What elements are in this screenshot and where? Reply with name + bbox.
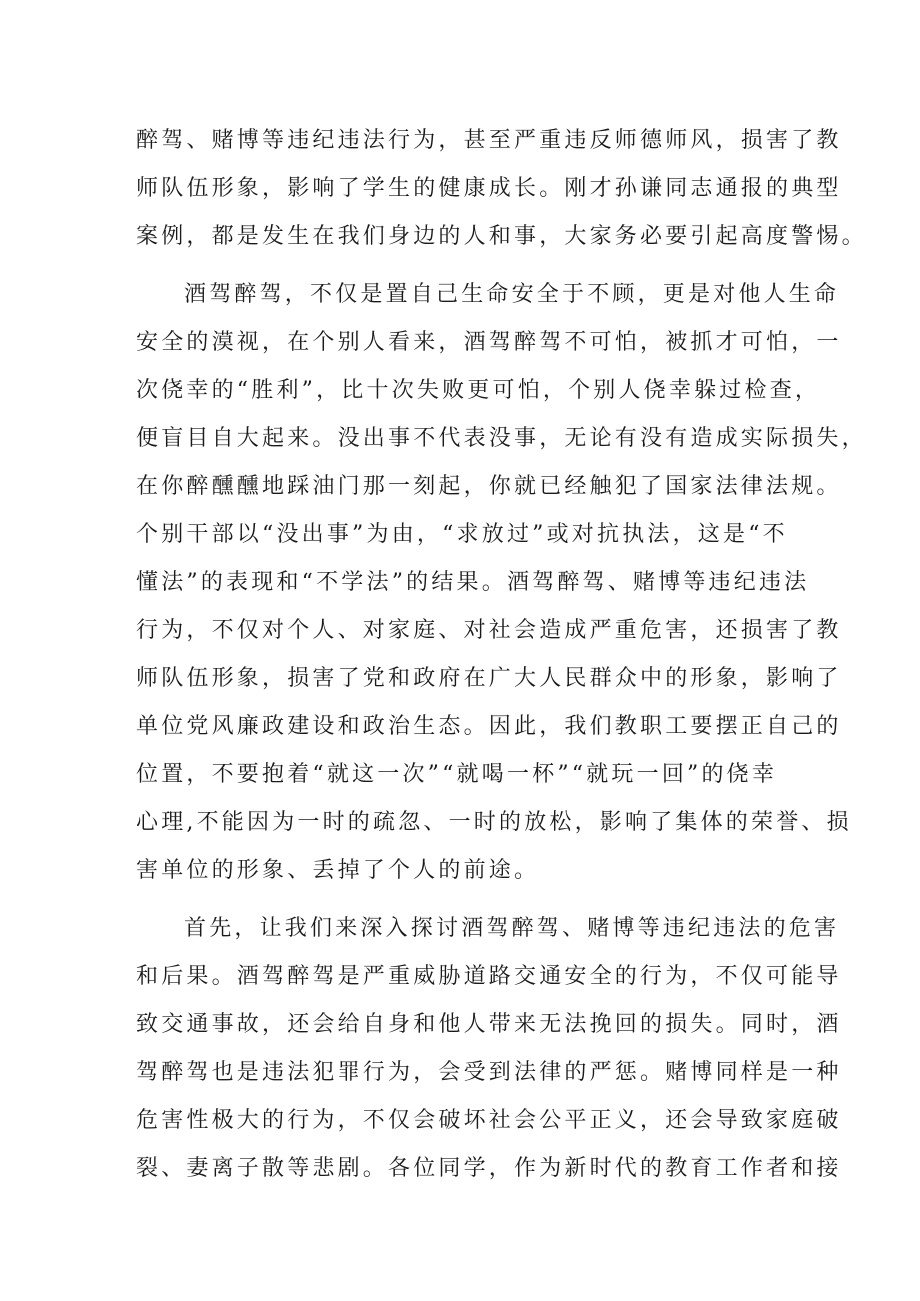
text-line-14: 位置，不要抱着“就这一次”“就喝一杯”“就玩一回”的侥幸 xyxy=(136,762,778,787)
text-line-19: 致交通事故，还会给自身和他人带来无法挽回的损失。同时，酒 xyxy=(136,1012,842,1037)
body-text xyxy=(136,117,867,1193)
text-line-11: 行为，不仅对个人、对家庭、对社会造成严重危害，还损害了教 xyxy=(136,618,842,643)
text-line-8: 在你醉醺醺地踩油门那一刻起，你就已经触犯了国家法律法规。 xyxy=(136,474,842,499)
text-line-9: 个别干部以“没出事”为由，“求放过”或对抗执法，这是“不 xyxy=(136,522,788,547)
text-line-12: 师队伍形象，损害了党和政府在广大人民群众中的形象，影响了 xyxy=(136,666,842,691)
text-line-10: 懂法”的表现和“不学法”的结果。酒驾醉驾、赌博等违纪违法 xyxy=(136,570,810,595)
text-line-7: 便盲目自大起来。没出事不代表没事，无论有没有造成实际损失， xyxy=(136,426,867,451)
text-line-20: 驾醉驾也是违法犯罪行为，会受到法律的严惩。赌博同样是一种 xyxy=(136,1060,842,1085)
text-line-6: 次侥幸的“胜利”，比十次失败更可怕，个别人侥幸躲过检查， xyxy=(136,378,821,403)
text-line-2: 师队伍形象，影响了学生的健康成长。刚才孙谦同志通报的典型 xyxy=(136,176,842,201)
text-line-21: 危害性极大的行为，不仅会破坏社会公平正义，还会导致家庭破 xyxy=(136,1108,842,1133)
text-line-16: 害单位的形象、丢掉了个人的前途。 xyxy=(136,858,540,883)
text-line-18: 和后果。酒驾醉驾是严重威胁道路交通安全的行为，不仅可能导 xyxy=(136,964,842,989)
text-line-22: 裂、妻离子散等悲剧。各位同学，作为新时代的教育工作者和接 xyxy=(136,1156,842,1181)
text-line-3: 案例，都是发生在我们身边的人和事，大家务必要引起高度警惕。 xyxy=(136,224,867,249)
text-line-4: 酒驾醉驾，不仅是置自己生命安全于不顾，更是对他人生命 xyxy=(184,282,840,307)
text-line-17: 首先，让我们来深入探讨酒驾醉驾、赌博等违纪违法的危害 xyxy=(184,916,840,941)
text-line-15: 心理,不能因为一时的疏忽、一时的放松，影响了集体的荣誉、损 xyxy=(136,810,852,835)
text-line-13: 单位党风廉政建设和政治生态。因此，我们教职工要摆正自己的 xyxy=(136,714,842,739)
text-line-1: 醉驾、赌博等违纪违法行为，甚至严重违反师德师风，损害了教 xyxy=(136,128,842,153)
text-line-5: 安全的漠视，在个别人看来，酒驾醉驾不可怕，被抓才可怕，一 xyxy=(136,330,842,355)
